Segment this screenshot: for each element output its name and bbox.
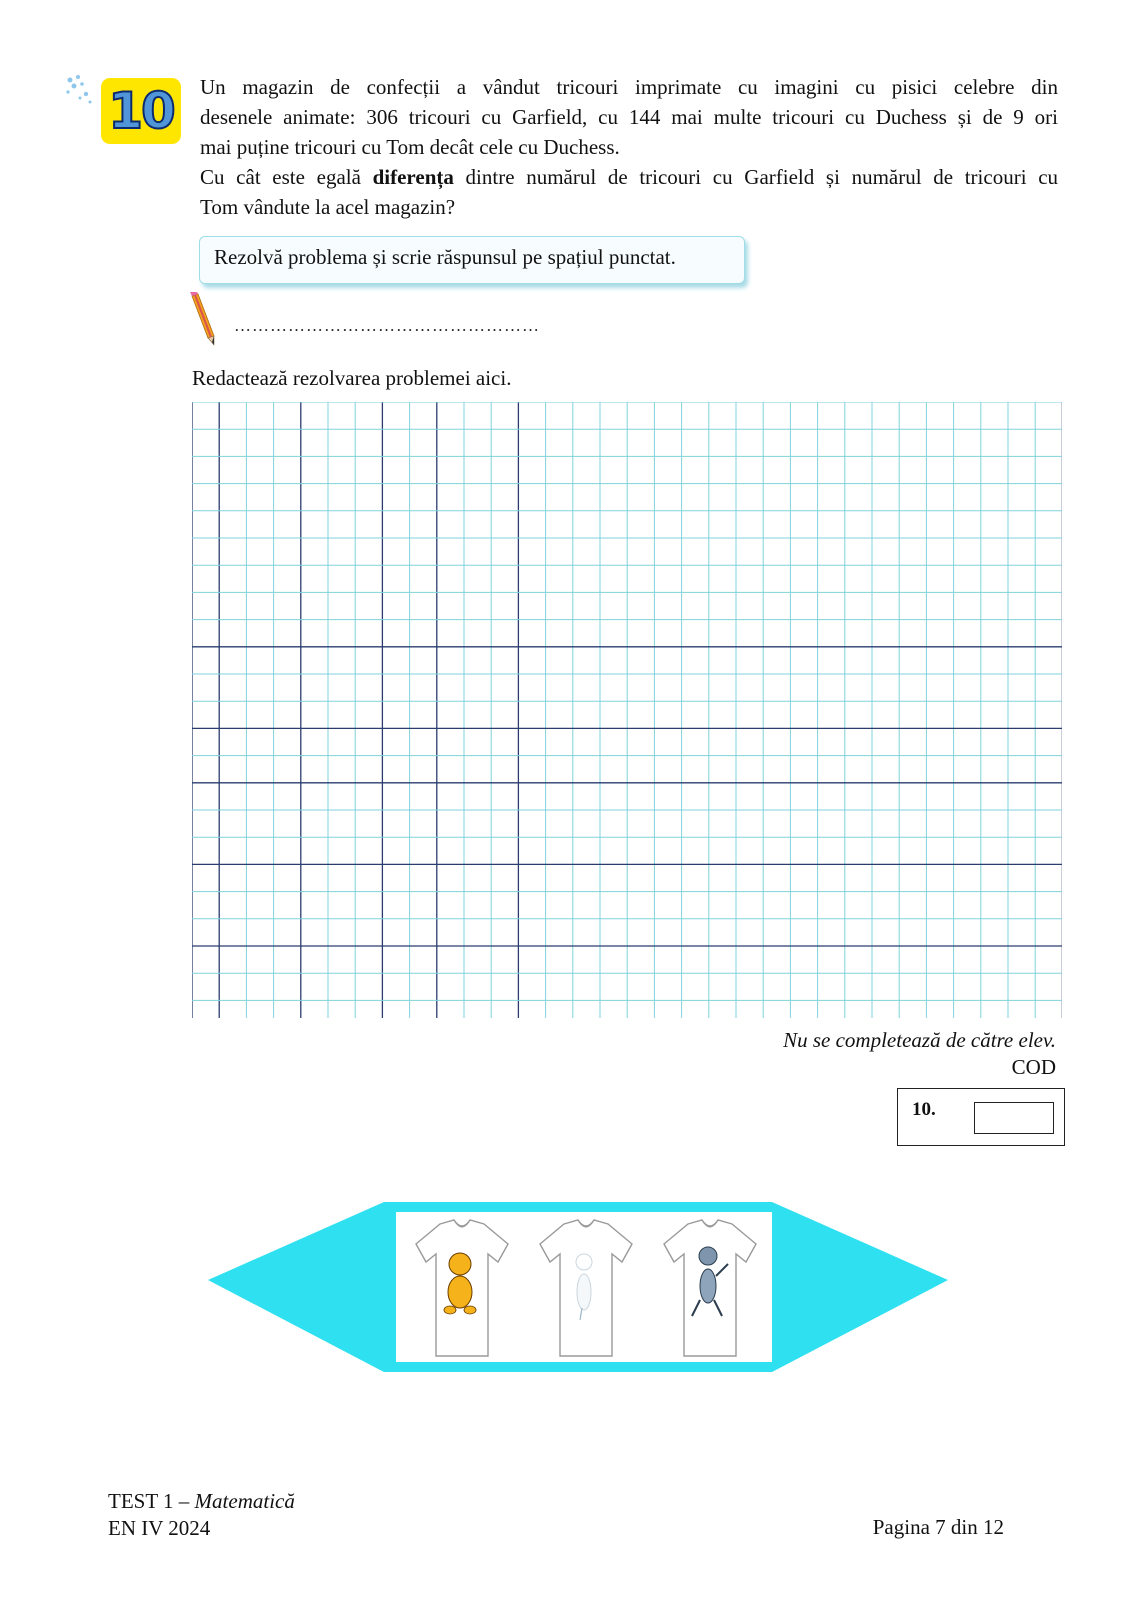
score-item-label: 10. — [912, 1099, 936, 1120]
scoring-note: Nu se completează de către elev. — [783, 1028, 1056, 1052]
pencil-icon — [190, 292, 220, 348]
footer-test-prefix: TEST 1 – — [108, 1489, 195, 1513]
instruction-box — [199, 236, 745, 284]
tom-tshirt — [664, 1220, 756, 1356]
cod-label: COD — [1011, 1055, 1056, 1079]
score-box — [897, 1088, 1065, 1146]
footer-subject: Matematică — [194, 1489, 295, 1513]
problem-number: 10 — [108, 82, 174, 140]
score-field[interactable] — [974, 1102, 1054, 1134]
question-text-end: dintre numărul de tricouri cu Garfield și numărul de tricouri cu — [465, 165, 1059, 189]
problem-number-badge — [101, 78, 181, 144]
footer-test-line — [108, 1488, 295, 1515]
page-number: Pagina 7 din 12 — [872, 1515, 1004, 1539]
instruction-text: Rezolvă problema și scrie răspunsul pe spațiul punctat. — [214, 245, 676, 269]
question-text-start: Cu cât este egală — [200, 165, 361, 189]
problem-line-1: Un magazin de confecții a vândut tricouri imprimate cu imagini cu pisici celebre din — [200, 75, 1058, 99]
problem-line-3: mai puține tricouri cu Tom decât cele cu Duchess. — [200, 135, 620, 159]
sparkle-icon — [60, 72, 100, 112]
question-keyword: diferența — [372, 165, 454, 189]
solution-label: Redactează rezolvarea problemei aici. — [192, 366, 512, 390]
answer-line[interactable]: …………………………………………… — [234, 316, 540, 335]
footer-exam: EN IV 2024 — [108, 1516, 211, 1540]
problem-statement — [200, 72, 1058, 222]
tshirt-illustrations — [396, 1212, 772, 1362]
question-line-1 — [200, 162, 1058, 192]
duchess-tshirt — [540, 1220, 632, 1356]
footer-left — [108, 1488, 295, 1542]
garfield-tshirt — [416, 1220, 508, 1356]
solution-grid[interactable] — [192, 402, 1062, 1018]
problem-line-2: desenele animate: 306 tricouri cu Garfield, cu 144 mai multe tricouri cu Duchess și de 9 ori — [200, 105, 1058, 129]
question-line-2: Tom vândute la acel magazin? — [200, 195, 456, 219]
